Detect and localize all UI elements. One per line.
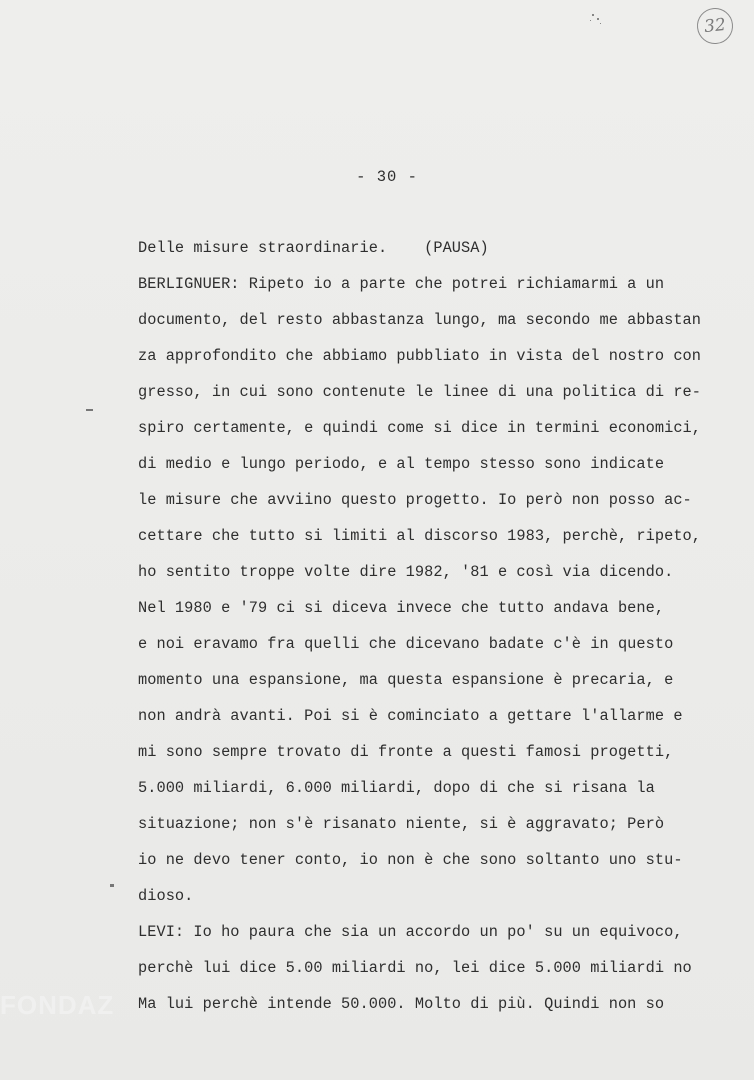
- text-line: BERLIGNUER: Ripeto io a parte che potrei richiamarmi a un: [138, 275, 665, 293]
- archive-page-stamp: 32: [695, 6, 735, 46]
- text-line: situazione; non s'è risanato niente, si è aggravato; Però: [138, 815, 665, 833]
- typewritten-text: [138, 230, 702, 1022]
- text-line: e noi eravamo fra quelli che dicevano badate c'è in questo: [138, 635, 674, 653]
- text-line: 5.000 miliardi, 6.000 miliardi, dopo di che si risana la: [138, 779, 655, 797]
- text-line: non andrà avanti. Poi si è cominciato a gettare l'allarme e: [138, 707, 683, 725]
- ink-speck: [597, 18, 599, 20]
- text-line: documento, del resto abbastanza lungo, ma secondo me abbastan: [138, 311, 702, 329]
- text-line: Delle misure straordinarie. (PAUSA): [138, 239, 489, 257]
- text-line: io ne devo tener conto, io non è che sono soltanto uno stu-: [138, 851, 683, 869]
- margin-mark: [110, 884, 114, 887]
- archive-watermark: FONDAZ: [0, 990, 115, 1020]
- ink-speck: [592, 14, 594, 16]
- text-line: perchè lui dice 5.00 miliardi no, lei dice 5.000 miliardi no: [138, 959, 692, 977]
- text-line: di medio e lungo periodo, e al tempo stesso sono indicate: [138, 455, 665, 473]
- text-line: Ma lui perchè intende 50.000. Molto di più. Quindi non so: [138, 995, 665, 1013]
- ink-speck: [600, 23, 601, 24]
- text-line: gresso, in cui sono contenute le linee di una politica di re-: [138, 383, 702, 401]
- text-line: Nel 1980 e '79 ci si diceva invece che tutto andava bene,: [138, 599, 665, 617]
- text-line: le misure che avviino questo progetto. Io però non posso ac-: [138, 491, 692, 509]
- text-line: za approfondito che abbiamo pubbliato in vista del nostro con: [138, 347, 702, 365]
- text-line: mi sono sempre trovato di fronte a questi famosi progetti,: [138, 743, 674, 761]
- margin-mark: [86, 409, 93, 411]
- text-line: ho sentito troppe volte dire 1982, '81 e così via dicendo.: [138, 563, 674, 581]
- text-line: spiro certamente, e quindi come si dice in termini economici,: [138, 419, 702, 437]
- ink-speck: [590, 20, 591, 21]
- text-line: dioso.: [138, 887, 194, 905]
- text-line: momento una espansione, ma questa espansione è precaria, e: [138, 671, 674, 689]
- text-line: cettare che tutto si limiti al discorso 1983, perchè, ripeto,: [138, 527, 702, 545]
- page-number: - 30 -: [356, 168, 418, 186]
- text-line: LEVI: Io ho paura che sia un accordo un po' su un equivoco,: [138, 923, 683, 941]
